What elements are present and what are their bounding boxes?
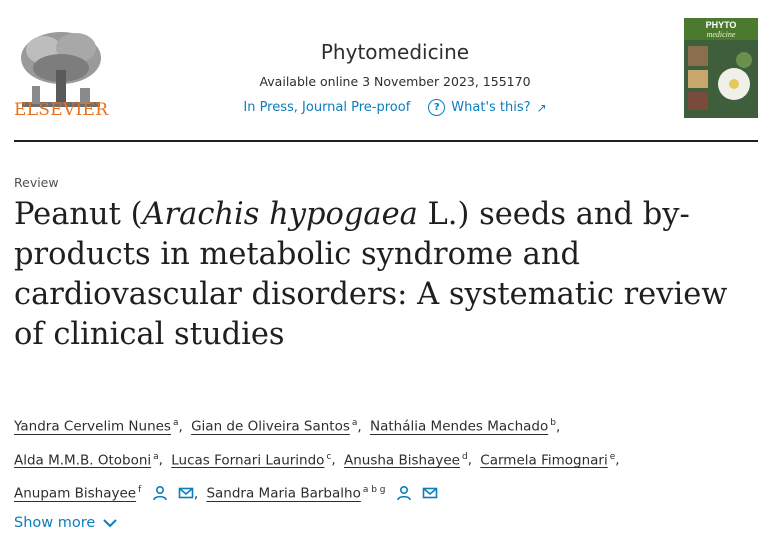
article-title (14, 195, 754, 355)
journal-cover-image[interactable] (684, 18, 758, 118)
elsevier-wordmark: ELSEVIER (14, 100, 109, 120)
affiliation-sup[interactable]: a (172, 418, 179, 428)
affiliation-sup[interactable]: d (461, 451, 468, 462)
author-link[interactable]: Carmela Fimognari (480, 452, 608, 468)
affiliation-sup[interactable]: a b g (362, 485, 386, 495)
email-icon[interactable] (178, 485, 194, 501)
affiliation-sup[interactable]: a (153, 451, 159, 462)
chevron-down-icon (103, 518, 117, 528)
affiliation-sup[interactable]: e (609, 451, 616, 462)
show-more-button[interactable] (14, 515, 117, 531)
person-icon[interactable] (396, 485, 412, 501)
author-link[interactable]: Alda M.M.B. Otoboni (14, 452, 152, 468)
author-link[interactable]: Sandra Maria Barbalho (206, 485, 361, 502)
external-arrow-icon: ↗ (536, 100, 547, 115)
article-header (0, 0, 768, 140)
status-row (200, 99, 590, 116)
affiliation-sup[interactable]: c (326, 451, 332, 462)
article-type: Review (14, 175, 59, 190)
journal-info (200, 40, 590, 116)
title-part-2: L.) seeds and by-products in metabolic syndrome and cardiovascular disorders: A systematic review of clinical studies (14, 197, 728, 352)
author-list: Yandra Cervelim Nunes $^a$, Gian de Oliveira Santos $^a$, Nathália Mendes Machado $^b$, Alda M.M.B. Otoboni $^a$, Lucas Fornari Laurindo $^c$, Anusha Bishayee $^d$, Carmela Fimognari $^e$, Anupam Bishayee $^f$ , Sandra Maria Barbalho $^{a b g}$ (14, 418, 620, 502)
cover-art (684, 40, 758, 118)
author-link[interactable]: Yandra Cervelim Nunes (14, 418, 171, 435)
author-link[interactable]: Nathália Mendes Machado (369, 418, 549, 435)
author-link[interactable]: Lucas Fornari Laurindo (171, 452, 325, 468)
availability-date: Available online 3 November 2023, 155170 (259, 74, 531, 89)
affiliation-sup[interactable]: b (550, 418, 556, 428)
title-part-1: Peanut ( (14, 197, 143, 232)
affiliation-sup[interactable]: f (138, 485, 142, 495)
email-icon[interactable] (422, 485, 438, 501)
in-press-status[interactable]: In Press, Journal Pre-proof (243, 100, 411, 115)
help-icon[interactable]: ? (428, 99, 445, 116)
person-icon[interactable] (152, 485, 168, 501)
author-link[interactable]: Anupam Bishayee (14, 485, 137, 502)
whats-this-link[interactable]: What's this? (451, 100, 531, 115)
cover-title: PHYTO (705, 20, 737, 30)
author-link[interactable]: Gian de Oliveira Santos (191, 418, 350, 435)
show-more-label: Show more (14, 515, 96, 531)
author-link[interactable]: Anusha Bishayee (344, 452, 460, 468)
affiliation-sup[interactable]: a (351, 418, 358, 428)
title-italic: Arachis hypogaea (142, 197, 418, 232)
journal-title[interactable]: Phytomedicine (320, 40, 470, 64)
header-divider (14, 140, 758, 142)
cover-subtitle: medicine (706, 30, 736, 39)
